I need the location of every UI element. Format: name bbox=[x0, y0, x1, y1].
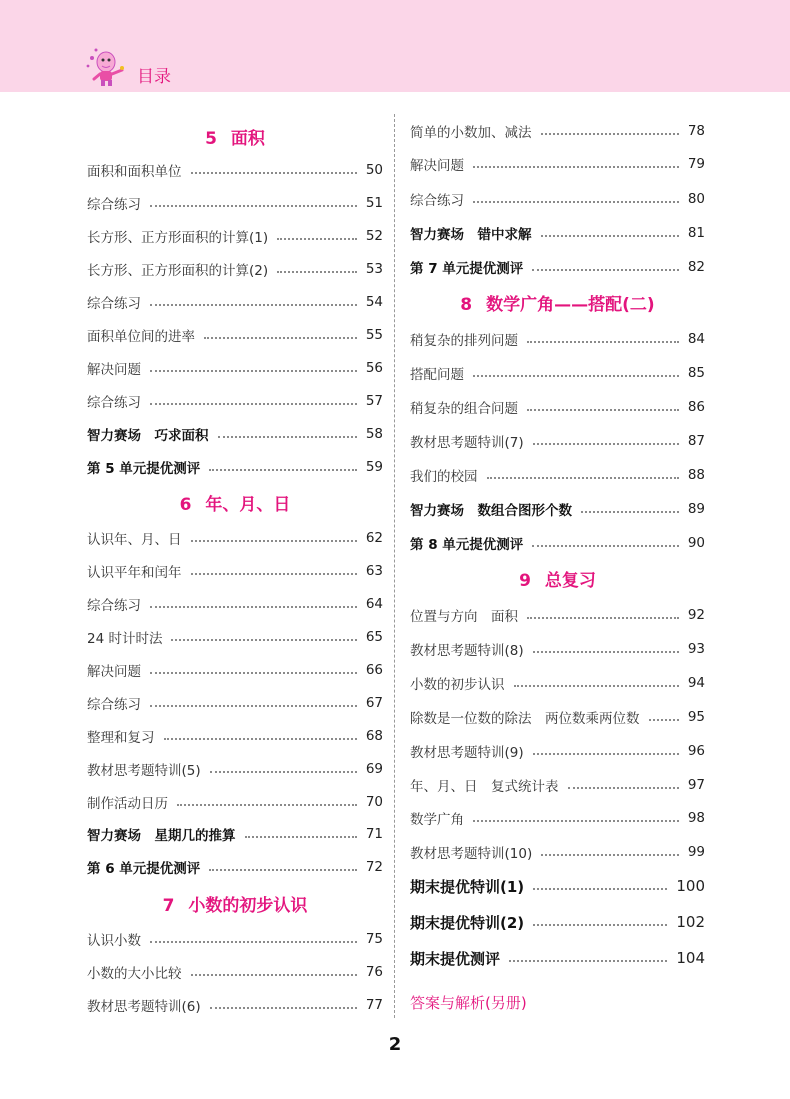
toc-entry[interactable] bbox=[87, 791, 383, 813]
entry-page-number: 95 bbox=[687, 709, 705, 725]
section-heading bbox=[87, 124, 383, 149]
entry-label: 综合练习 bbox=[87, 395, 141, 411]
dot-leader bbox=[150, 672, 357, 674]
toc-entry[interactable] bbox=[87, 527, 383, 549]
entry-page-number: 72 bbox=[365, 859, 383, 875]
section-title: 面积 bbox=[230, 129, 265, 149]
entry-label: 智力赛场 错中求解 bbox=[410, 227, 532, 243]
entry-page-number: 51 bbox=[365, 195, 383, 211]
entry-page-number: 78 bbox=[687, 123, 705, 139]
dot-leader bbox=[150, 941, 357, 943]
dot-leader bbox=[473, 375, 679, 377]
toc-entry[interactable] bbox=[410, 875, 705, 897]
section-heading bbox=[410, 566, 705, 591]
dot-leader bbox=[649, 719, 679, 721]
dot-leader bbox=[473, 166, 679, 168]
toc-entry[interactable] bbox=[410, 430, 705, 452]
toc-entry[interactable] bbox=[87, 258, 383, 280]
entry-page-number: 99 bbox=[687, 844, 705, 860]
entry-page-number: 96 bbox=[687, 743, 705, 759]
entry-label: 智力赛场 巧求面积 bbox=[87, 428, 209, 444]
dot-leader bbox=[514, 685, 679, 687]
section-heading bbox=[87, 891, 383, 916]
entry-label: 认识小数 bbox=[87, 933, 141, 949]
entry-label: 长方形、正方形面积的计算(2) bbox=[87, 263, 269, 279]
entry-label: 教材思考题特训(5) bbox=[87, 763, 201, 779]
dot-leader bbox=[568, 787, 679, 789]
entry-label: 教材思考题特训(6) bbox=[87, 999, 201, 1015]
section-number: 6 bbox=[179, 495, 192, 515]
dot-leader bbox=[541, 854, 679, 856]
toc-entry[interactable] bbox=[410, 256, 705, 278]
toc-entry[interactable] bbox=[87, 192, 383, 214]
entry-page-number: 85 bbox=[687, 365, 705, 381]
entry-label: 综合练习 bbox=[87, 598, 141, 614]
toc-entry[interactable] bbox=[410, 604, 705, 626]
dot-leader bbox=[527, 341, 679, 343]
toc-entry[interactable] bbox=[87, 659, 383, 681]
entry-label: 综合练习 bbox=[410, 193, 464, 209]
entry-label: 期末提优特训(1) bbox=[410, 877, 525, 896]
section-heading bbox=[87, 490, 383, 515]
dot-leader bbox=[209, 869, 357, 871]
entry-page-number: 75 bbox=[365, 931, 383, 947]
toc-entry[interactable] bbox=[410, 638, 705, 660]
toc-entry[interactable] bbox=[410, 362, 705, 384]
entry-label: 位置与方向 面积 bbox=[410, 609, 518, 625]
dot-leader bbox=[473, 201, 679, 203]
entry-page-number: 59 bbox=[365, 459, 383, 475]
dot-leader bbox=[533, 443, 679, 445]
entry-page-number: 58 bbox=[365, 426, 383, 442]
entry-label: 搭配问题 bbox=[410, 367, 464, 383]
entry-label: 除数是一位数的除法 两位数乘两位数 bbox=[410, 711, 640, 727]
toc-entry[interactable] bbox=[87, 692, 383, 714]
entry-page-number: 56 bbox=[365, 360, 383, 376]
entry-page-number: 67 bbox=[365, 695, 383, 711]
column-divider bbox=[394, 114, 395, 1018]
entry-label: 解决问题 bbox=[87, 664, 141, 680]
toc-entry[interactable] bbox=[87, 159, 383, 181]
dot-leader bbox=[191, 573, 357, 575]
toc-entry[interactable] bbox=[410, 706, 705, 728]
toc-entry[interactable] bbox=[87, 560, 383, 582]
dot-leader bbox=[245, 836, 357, 838]
dot-leader bbox=[533, 924, 667, 926]
entry-page-number: 76 bbox=[365, 964, 383, 980]
entry-page-number: 86 bbox=[687, 399, 705, 415]
page-title: 目录 bbox=[137, 67, 171, 87]
dot-leader bbox=[581, 511, 679, 513]
dot-leader bbox=[191, 540, 357, 542]
toc-entry[interactable] bbox=[87, 225, 383, 247]
entry-page-number: 82 bbox=[687, 259, 705, 275]
entry-label: 综合练习 bbox=[87, 296, 141, 312]
toc-entry[interactable] bbox=[87, 994, 383, 1016]
toc-entry[interactable] bbox=[410, 188, 705, 210]
entry-page-number: 102 bbox=[676, 913, 705, 931]
answer-note: 答案与解析(另册) bbox=[410, 994, 527, 1012]
entry-label: 简单的小数加、减法 bbox=[410, 125, 532, 141]
dot-leader bbox=[533, 888, 667, 890]
dot-leader bbox=[191, 974, 357, 976]
toc-entry[interactable] bbox=[410, 532, 705, 554]
entry-label: 稍复杂的排列问题 bbox=[410, 333, 518, 349]
entry-label: 年、月、日 复式统计表 bbox=[410, 779, 559, 795]
entry-label: 制作活动日历 bbox=[87, 796, 168, 812]
toc-entry[interactable] bbox=[410, 464, 705, 486]
entry-page-number: 104 bbox=[676, 949, 705, 967]
dot-leader bbox=[164, 738, 357, 740]
entry-page-number: 57 bbox=[365, 393, 383, 409]
toc-entry[interactable] bbox=[87, 626, 383, 648]
toc-entry[interactable] bbox=[87, 357, 383, 379]
page-number: 2 bbox=[388, 1034, 402, 1055]
toc-entry[interactable] bbox=[87, 390, 383, 412]
entry-label: 综合练习 bbox=[87, 697, 141, 713]
dot-leader bbox=[527, 617, 679, 619]
entry-page-number: 66 bbox=[365, 662, 383, 678]
dot-leader bbox=[150, 705, 357, 707]
entry-label: 稍复杂的组合问题 bbox=[410, 401, 518, 417]
entry-label: 教材思考题特训(10) bbox=[410, 846, 533, 862]
toc-entry[interactable] bbox=[410, 153, 705, 175]
entry-label: 智力赛场 数组合图形个数 bbox=[410, 503, 572, 519]
dot-leader bbox=[277, 271, 357, 273]
entry-page-number: 63 bbox=[365, 563, 383, 579]
entry-page-number: 90 bbox=[687, 535, 705, 551]
dot-leader bbox=[210, 771, 357, 773]
entry-label: 第 6 单元提优测评 bbox=[87, 861, 201, 877]
section-title: 小数的初步认识 bbox=[188, 896, 308, 916]
entry-page-number: 98 bbox=[687, 810, 705, 826]
dot-leader bbox=[150, 205, 357, 207]
toc-entry[interactable] bbox=[87, 823, 383, 845]
dot-leader bbox=[533, 651, 679, 653]
entry-label: 第 7 单元提优测评 bbox=[410, 261, 524, 277]
toc-entry[interactable] bbox=[87, 725, 383, 747]
dot-leader bbox=[204, 337, 357, 339]
dot-leader bbox=[218, 436, 357, 438]
entry-page-number: 64 bbox=[365, 596, 383, 612]
mascot-logo-icon bbox=[82, 46, 132, 88]
dot-leader bbox=[191, 172, 357, 174]
entry-label: 第 5 单元提优测评 bbox=[87, 461, 201, 477]
entry-label: 整理和复习 bbox=[87, 730, 155, 746]
toc-entry[interactable] bbox=[410, 740, 705, 762]
toc-entry[interactable] bbox=[87, 593, 383, 615]
dot-leader bbox=[150, 370, 357, 372]
dot-leader bbox=[209, 469, 357, 471]
section-number: 7 bbox=[162, 896, 175, 916]
entry-page-number: 80 bbox=[687, 191, 705, 207]
entry-page-number: 69 bbox=[365, 761, 383, 777]
entry-label: 教材思考题特训(8) bbox=[410, 643, 524, 659]
entry-label: 认识年、月、日 bbox=[87, 532, 182, 548]
dot-leader bbox=[487, 477, 679, 479]
entry-label: 我们的校园 bbox=[410, 469, 478, 485]
toc-entry[interactable] bbox=[410, 807, 705, 829]
entry-page-number: 89 bbox=[687, 501, 705, 517]
dot-leader bbox=[532, 269, 679, 271]
section-title: 年、月、日 bbox=[205, 495, 291, 515]
dot-leader bbox=[533, 753, 679, 755]
entry-page-number: 70 bbox=[365, 794, 383, 810]
toc-entry[interactable] bbox=[87, 856, 383, 878]
entry-page-number: 53 bbox=[365, 261, 383, 277]
dot-leader bbox=[509, 960, 667, 962]
entry-label: 长方形、正方形面积的计算(1) bbox=[87, 230, 269, 246]
header-band bbox=[0, 0, 790, 92]
entry-page-number: 84 bbox=[687, 331, 705, 347]
section-heading bbox=[410, 290, 705, 315]
entry-label: 智力赛场 星期几的推算 bbox=[87, 828, 236, 844]
entry-page-number: 94 bbox=[687, 675, 705, 691]
entry-page-number: 92 bbox=[687, 607, 705, 623]
entry-page-number: 52 bbox=[365, 228, 383, 244]
entry-page-number: 79 bbox=[687, 156, 705, 172]
entry-page-number: 81 bbox=[687, 225, 705, 241]
entry-label: 综合练习 bbox=[87, 197, 141, 213]
entry-page-number: 62 bbox=[365, 530, 383, 546]
section-number: 8 bbox=[460, 295, 473, 315]
dot-leader bbox=[541, 235, 679, 237]
dot-leader bbox=[210, 1007, 357, 1009]
entry-page-number: 50 bbox=[365, 162, 383, 178]
section-number: 9 bbox=[519, 571, 531, 591]
entry-label: 期末提优测评 bbox=[410, 949, 501, 968]
dot-leader bbox=[277, 238, 357, 240]
toc-entry[interactable] bbox=[410, 947, 705, 969]
entry-page-number: 77 bbox=[365, 997, 383, 1013]
toc-entry[interactable] bbox=[87, 758, 383, 780]
entry-label: 面积和面积单位 bbox=[87, 164, 182, 180]
section-number: 5 bbox=[205, 129, 217, 149]
dot-leader bbox=[473, 820, 679, 822]
toc-entry[interactable] bbox=[87, 928, 383, 950]
entry-page-number: 87 bbox=[687, 433, 705, 449]
dot-leader bbox=[150, 403, 357, 405]
toc-entry[interactable] bbox=[410, 222, 705, 244]
dot-leader bbox=[527, 409, 679, 411]
entry-page-number: 97 bbox=[687, 777, 705, 793]
toc-entry[interactable] bbox=[87, 961, 383, 983]
entry-label: 期末提优特训(2) bbox=[410, 913, 525, 932]
entry-label: 教材思考题特训(7) bbox=[410, 435, 524, 451]
toc-entry[interactable] bbox=[410, 841, 705, 863]
entry-label: 24 时计时法 bbox=[87, 631, 163, 647]
section-title: 总复习 bbox=[544, 571, 596, 591]
toc-entry[interactable] bbox=[410, 120, 705, 142]
entry-page-number: 100 bbox=[676, 877, 705, 895]
entry-page-number: 71 bbox=[365, 826, 383, 842]
toc-entry[interactable] bbox=[87, 423, 383, 445]
entry-page-number: 65 bbox=[365, 629, 383, 645]
toc-entry[interactable] bbox=[410, 328, 705, 350]
dot-leader bbox=[177, 804, 357, 806]
entry-label: 解决问题 bbox=[87, 362, 141, 378]
dot-leader bbox=[532, 545, 679, 547]
entry-label: 小数的初步认识 bbox=[410, 677, 505, 693]
dot-leader bbox=[150, 606, 357, 608]
toc-entry[interactable] bbox=[87, 456, 383, 478]
entry-page-number: 54 bbox=[365, 294, 383, 310]
toc-entry[interactable] bbox=[87, 291, 383, 313]
entry-label: 数学广角 bbox=[410, 812, 464, 828]
toc-entry[interactable] bbox=[410, 911, 705, 933]
section-title: 数学广角——搭配(二) bbox=[486, 295, 655, 315]
entry-label: 教材思考题特训(9) bbox=[410, 745, 524, 761]
toc-entry[interactable] bbox=[410, 672, 705, 694]
entry-page-number: 55 bbox=[365, 327, 383, 343]
dot-leader bbox=[150, 304, 357, 306]
toc-entry[interactable] bbox=[87, 324, 383, 346]
entry-label: 认识平年和闰年 bbox=[87, 565, 182, 581]
entry-label: 解决问题 bbox=[410, 158, 464, 174]
toc-entry[interactable] bbox=[410, 774, 705, 796]
toc-entry[interactable] bbox=[410, 498, 705, 520]
entry-page-number: 68 bbox=[365, 728, 383, 744]
entry-page-number: 93 bbox=[687, 641, 705, 657]
toc-entry[interactable] bbox=[410, 396, 705, 418]
entry-label: 面积单位间的进率 bbox=[87, 329, 195, 345]
dot-leader bbox=[541, 133, 679, 135]
entry-page-number: 88 bbox=[687, 467, 705, 483]
dot-leader bbox=[171, 639, 356, 641]
entry-label: 第 8 单元提优测评 bbox=[410, 537, 524, 553]
entry-label: 小数的大小比较 bbox=[87, 966, 182, 982]
